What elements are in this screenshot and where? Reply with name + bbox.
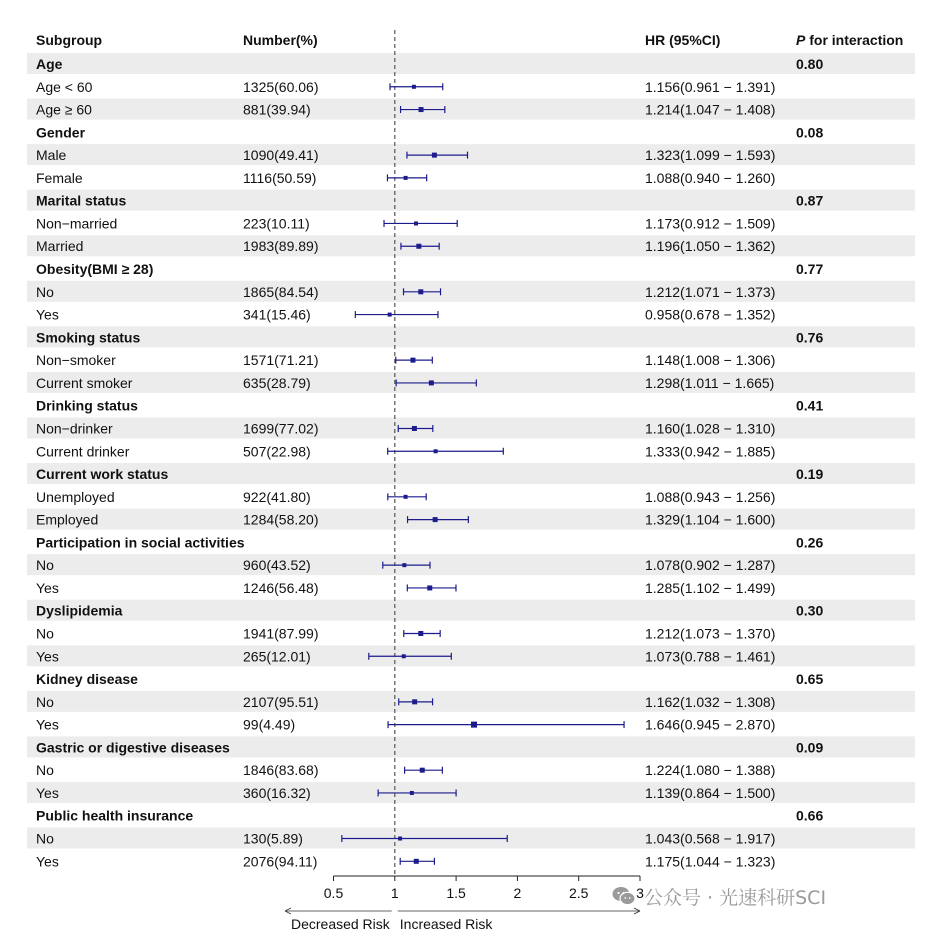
x-tick-label: 2.5 xyxy=(568,885,589,901)
subgroup-label: Current drinker xyxy=(36,443,130,460)
subgroup-label: Yes xyxy=(36,306,59,323)
hr-ci-text: 1.162(1.032 − 1.308) xyxy=(645,693,776,710)
watermark-text: 公众号 · 光速科研SCI xyxy=(644,886,827,909)
hr-point xyxy=(414,221,418,225)
hr-point xyxy=(471,722,477,728)
row-band xyxy=(27,53,915,74)
row-band xyxy=(27,509,915,530)
subgroup-label: Female xyxy=(36,169,83,186)
hr-ci-text: 1.078(0.902 − 1.287) xyxy=(645,557,776,574)
subgroup-label: Yes xyxy=(36,853,59,870)
number-percent: 1983(89.89) xyxy=(243,238,319,255)
subgroup-label: Non−drinker xyxy=(36,420,113,437)
number-percent: 922(41.80) xyxy=(243,488,311,505)
number-percent: 507(22.98) xyxy=(243,443,311,460)
hr-ci-text: 1.212(1.073 − 1.370) xyxy=(645,625,776,642)
number-percent: 360(16.32) xyxy=(243,784,311,801)
number-percent: 635(28.79) xyxy=(243,374,311,391)
number-percent: 2076(94.11) xyxy=(243,853,318,870)
p-interaction-value: 0.41 xyxy=(796,397,824,414)
hr-point xyxy=(429,380,434,385)
hr-ci-text: 1.088(0.943 − 1.256) xyxy=(645,488,776,505)
subgroup-label: No xyxy=(36,283,54,300)
hr-ci-text: 1.298(1.011 − 1.665) xyxy=(645,374,775,391)
subgroup-label: Non−smoker xyxy=(36,352,116,369)
hr-ci-text: 1.139(0.864 − 1.500) xyxy=(645,784,776,801)
p-interaction-value: 0.76 xyxy=(796,329,824,346)
number-percent: 1571(71.21) xyxy=(243,352,319,369)
hr-ci-text: 1.214(1.047 − 1.408) xyxy=(645,101,776,118)
number-percent: 2107(95.51) xyxy=(243,693,319,710)
hr-point xyxy=(388,313,392,317)
x-tick-label: 2 xyxy=(513,885,522,901)
group-label: Participation in social activities xyxy=(36,534,245,551)
subgroup-label: Employed xyxy=(36,511,99,528)
subgroup-label: Age ≥ 60 xyxy=(36,101,92,118)
header-p-letter: P xyxy=(796,32,806,48)
row-band xyxy=(27,99,915,120)
number-percent: 1941(87.99) xyxy=(243,625,319,642)
hr-point xyxy=(420,768,425,773)
group-label: Age xyxy=(36,56,63,72)
x-tick-label: 1.5 xyxy=(446,885,466,901)
number-percent: 130(5.89) xyxy=(243,830,303,847)
p-interaction-value: 0.66 xyxy=(796,807,824,824)
row-band xyxy=(27,326,915,347)
hr-ci-text: 0.958(0.678 − 1.352) xyxy=(645,306,776,323)
hr-point xyxy=(433,517,438,522)
row-band xyxy=(27,554,915,575)
p-interaction-value: 0.09 xyxy=(796,739,824,756)
hr-point xyxy=(402,654,406,658)
subgroup-label: Non−married xyxy=(36,215,118,232)
row-band xyxy=(27,417,915,438)
number-percent: 223(10.11) xyxy=(243,215,310,232)
subgroup-label: Married xyxy=(36,238,84,255)
watermark xyxy=(612,882,912,910)
number-percent: 1246(56.48) xyxy=(243,579,319,596)
header-p-interaction xyxy=(796,32,903,48)
group-label: Dyslipidemia xyxy=(36,602,123,619)
wechat-icon xyxy=(612,885,636,907)
hr-point xyxy=(410,358,415,363)
hr-ci-text: 1.212(1.071 − 1.373) xyxy=(645,283,776,300)
subgroup-label: No xyxy=(36,625,54,642)
hr-point xyxy=(432,153,437,158)
header-subgroup: Subgroup xyxy=(36,32,103,48)
row-band xyxy=(27,782,915,803)
row-band xyxy=(27,235,915,256)
hr-ci-text: 1.148(1.008 − 1.306) xyxy=(645,352,776,369)
subgroup-label: No xyxy=(36,693,54,710)
group-label: Marital status xyxy=(36,192,127,209)
p-interaction-value: 0.19 xyxy=(796,466,824,483)
hr-point xyxy=(398,837,402,841)
hr-ci-text: 1.329(1.104 − 1.600) xyxy=(645,511,776,528)
hr-point xyxy=(427,585,432,590)
hr-point xyxy=(414,859,419,864)
hr-ci-text: 1.224(1.080 − 1.388) xyxy=(645,762,776,779)
hr-point xyxy=(410,791,414,795)
hr-ci-text: 1.175(1.044 − 1.323) xyxy=(645,853,776,870)
p-interaction-value: 0.87 xyxy=(796,192,824,209)
hr-ci-text: 1.285(1.102 − 1.499) xyxy=(645,579,776,596)
increased-risk-label: Increased Risk xyxy=(399,916,493,932)
hr-point xyxy=(404,495,408,499)
hr-point xyxy=(419,107,424,112)
hr-ci-text: 1.646(0.945 − 2.870) xyxy=(645,716,776,733)
hr-ci-text: 1.088(0.940 − 1.260) xyxy=(645,169,776,186)
hr-ci-text: 1.196(1.050 − 1.362) xyxy=(645,238,776,255)
number-percent: 1865(84.54) xyxy=(243,283,319,300)
subgroup-label: Yes xyxy=(36,579,59,596)
row-band xyxy=(27,600,915,621)
number-percent: 99(4.49) xyxy=(243,716,296,733)
x-axis xyxy=(285,876,644,932)
p-interaction-value: 0.30 xyxy=(796,602,824,619)
hr-point xyxy=(418,289,423,294)
hr-point xyxy=(404,176,408,180)
subgroup-label: No xyxy=(36,830,54,847)
number-percent: 1846(83.68) xyxy=(243,762,319,779)
subgroup-label: Age < 60 xyxy=(36,78,93,95)
header-hr: HR (95%CI) xyxy=(645,32,721,48)
number-percent: 1284(58.20) xyxy=(243,511,319,528)
hr-point xyxy=(402,563,406,567)
hr-ci-text: 1.156(0.961 − 1.391) xyxy=(645,78,776,95)
subgroup-label: Unemployed xyxy=(36,488,115,505)
p-interaction-value: 0.80 xyxy=(796,56,824,72)
group-label: Gender xyxy=(36,124,86,141)
subgroup-label: No xyxy=(36,557,54,574)
x-tick-label: 1 xyxy=(390,885,399,901)
row-band xyxy=(27,144,915,165)
row-band xyxy=(27,190,915,211)
hr-point xyxy=(416,244,421,249)
subgroup-label: Yes xyxy=(36,716,59,733)
subgroup-label: Yes xyxy=(36,648,59,665)
p-interaction-value: 0.26 xyxy=(796,534,824,551)
number-percent: 881(39.94) xyxy=(243,101,311,118)
hr-point xyxy=(434,449,438,453)
hr-ci-text: 1.073(0.788 − 1.461) xyxy=(645,648,776,665)
hr-point xyxy=(412,699,417,704)
number-percent: 341(15.46) xyxy=(243,306,311,323)
subgroup-label: Yes xyxy=(36,784,59,801)
group-label: Gastric or digestive diseases xyxy=(36,739,230,756)
group-label: Drinking status xyxy=(36,397,138,414)
hr-point xyxy=(412,85,416,89)
subgroup-label: Male xyxy=(36,147,67,164)
row-band xyxy=(27,691,915,712)
row-band xyxy=(27,281,915,302)
p-interaction-value: 0.65 xyxy=(796,671,824,688)
group-label: Kidney disease xyxy=(36,671,138,688)
number-percent: 1699(77.02) xyxy=(243,420,319,437)
header-number: Number(%) xyxy=(243,32,318,48)
subgroup-label: Current smoker xyxy=(36,374,133,391)
x-tick-label: 3 xyxy=(636,885,644,901)
table-header xyxy=(36,32,903,48)
group-label: Obesity(BMI ≥ 28) xyxy=(36,261,154,278)
number-percent: 265(12.01) xyxy=(243,648,311,665)
hr-ci-text: 1.173(0.912 − 1.509) xyxy=(645,215,776,232)
group-label: Smoking status xyxy=(36,329,141,346)
hr-ci-text: 1.323(1.099 − 1.593) xyxy=(645,147,776,164)
number-percent: 1116(50.59) xyxy=(243,169,317,186)
hr-ci-text: 1.043(0.568 − 1.917) xyxy=(645,830,776,847)
number-percent: 1090(49.41) xyxy=(243,147,319,164)
hr-point xyxy=(412,426,417,431)
decreased-risk-label: Decreased Risk xyxy=(290,916,390,932)
number-percent: 960(43.52) xyxy=(243,557,311,574)
row-band xyxy=(27,645,915,666)
header-p-rest: for interaction xyxy=(805,32,904,48)
hr-point xyxy=(418,631,423,636)
p-interaction-value: 0.77 xyxy=(796,261,824,278)
hr-ci-text: 1.333(0.942 − 1.885) xyxy=(645,443,776,460)
x-tick-label: 0.5 xyxy=(323,885,344,901)
group-label: Public health insurance xyxy=(36,807,194,824)
p-interaction-value: 0.08 xyxy=(796,124,824,141)
hr-ci-text: 1.160(1.028 − 1.310) xyxy=(645,420,776,437)
subgroup-label: No xyxy=(36,762,54,779)
number-percent: 1325(60.06) xyxy=(243,78,319,95)
group-label: Current work status xyxy=(36,466,169,483)
